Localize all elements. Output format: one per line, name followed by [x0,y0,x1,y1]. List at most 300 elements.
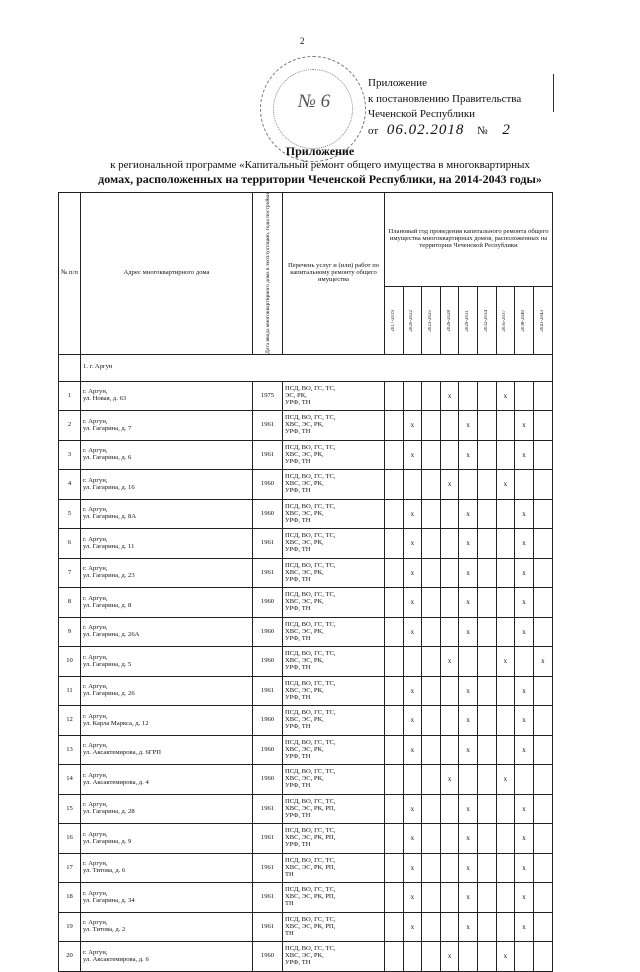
plan-mark [385,942,404,972]
address-street: ул. Карла Маркса, д. 12 [83,719,149,727]
plan-mark: x [403,411,422,441]
plan-mark: x [533,647,552,677]
commission-year: 1961 [253,529,283,559]
row-number: 1 [59,381,81,411]
period-label: 2035-2037 [502,309,508,332]
plan-mark [422,588,441,618]
table-row [59,853,553,883]
works-line-3: УРФ, ТН [285,841,311,849]
works-line-1: ПСД, ВО, ГС, ТС, [285,650,336,658]
plan-mark: x [515,499,534,529]
plan-mark: x [403,676,422,706]
appendix-line-2: к постановлению Правительства [368,92,522,105]
city-label: 1. г. Аргун [81,354,553,381]
row-number: 8 [59,588,81,618]
plan-mark [496,824,515,854]
period-header [477,287,496,355]
plan-mark: x [515,735,534,765]
works-cell [283,617,385,647]
plan-mark: x [515,558,534,588]
works-line-3: УРФ, ТН [285,516,311,524]
address-street: ул. Аксактемирова, д. 6 [83,955,149,963]
row-number: 4 [59,470,81,500]
plan-mark [422,617,441,647]
commission-year: 1961 [253,676,283,706]
works-cell [283,529,385,559]
program-title-line-2: домах, расположенных на территории Чеченской Республики, на 2014-2043 годы» [98,172,542,186]
row-number: 14 [59,765,81,795]
plan-mark [459,942,478,972]
plan-mark: x [496,942,515,972]
plan-mark [440,824,459,854]
plan-mark: x [515,883,534,913]
plan-mark [477,853,496,883]
address-city: г. Аргун, [83,889,108,897]
plan-mark [403,470,422,500]
plan-mark [422,440,441,470]
plan-mark [385,853,404,883]
stamp-number: № 6 [298,91,331,112]
address-street: ул. Аксактемирова, д. 6ГРП [83,749,161,757]
address-city: г. Аргун, [83,447,108,455]
plan-mark: x [459,853,478,883]
table-row [59,942,553,972]
plan-mark: x [403,706,422,736]
works-line-2: ХВС, ЭС, РК, РП, [285,834,336,842]
works-line-1: ПСД, ВО, ГС, ТС, [285,532,336,540]
works-line-2: ХВС, ЭС, РК, [285,952,324,960]
period-label: 2041-2043 [539,309,545,332]
address-city: г. Аргун, [83,417,108,425]
address-street: ул. Гагарина, д. 28 [83,808,135,816]
address-street: ул. Новая, д. 63 [83,395,127,403]
works-line-2: ХВС, ЭС, РК, [285,598,324,606]
plan-mark [422,706,441,736]
works-line-2: ХВС, ЭС, РК, РП, [285,804,336,812]
works-line-3: УРФ, ТН [285,428,311,436]
row-number: 19 [59,912,81,942]
city-num-cell [59,354,81,381]
plan-mark: x [403,558,422,588]
commission-year: 1960 [253,470,283,500]
plan-mark [440,558,459,588]
plan-mark [533,794,552,824]
period-header [422,287,441,355]
decree-appendix-header [368,76,521,139]
address-street: ул. Титова, д. 6 [83,867,126,875]
works-line-1: ПСД, ВО, ГС, ТС, [285,679,336,687]
commission-year: 1960 [253,588,283,618]
works-cell [283,942,385,972]
plan-mark: x [459,617,478,647]
row-number: 16 [59,824,81,854]
plan-mark [440,617,459,647]
address-city: г. Аргун, [83,565,108,573]
works-line-2: ХВС, ЭС, РК, [285,539,324,547]
works-line-1: ПСД, ВО, ГС, ТС, [285,591,336,599]
plan-mark: x [515,617,534,647]
plan-mark [385,647,404,677]
table-row [59,912,553,942]
period-header [440,287,459,355]
address-cell [81,440,253,470]
plan-mark: x [459,529,478,559]
commission-year: 1961 [253,558,283,588]
plan-mark: x [459,912,478,942]
plan-mark [385,824,404,854]
commission-year: 1960 [253,706,283,736]
works-line-3: УРФ, ТН [285,782,311,790]
plan-mark: x [440,765,459,795]
plan-mark [403,765,422,795]
works-line-2: ХВС, ЭС, РК, РП, [285,922,336,930]
plan-mark [422,883,441,913]
table-row [59,470,553,500]
table-body [59,354,553,971]
plan-mark [515,381,534,411]
row-number: 9 [59,617,81,647]
plan-mark [477,765,496,795]
plan-mark [496,529,515,559]
works-line-1: ПСД, ВО, ГС, ТС, [285,886,336,894]
table-row [59,706,553,736]
works-line-3: ТН [285,870,294,878]
plan-mark [496,676,515,706]
table-row [59,499,553,529]
commission-year: 1961 [253,853,283,883]
plan-mark [440,440,459,470]
appendix-line-1: Приложение [368,77,428,89]
plan-mark [477,676,496,706]
works-cell [283,381,385,411]
address-street: ул. Гагарина, д. 26А [83,631,140,639]
address-cell [81,558,253,588]
address-street: ул. Гагарина, д. 11 [83,542,135,550]
plan-mark [422,942,441,972]
margin-rule [553,74,554,112]
works-cell [283,676,385,706]
plan-mark: x [440,381,459,411]
table-row [59,529,553,559]
plan-mark [496,794,515,824]
plan-mark [515,647,534,677]
period-label: 2017-2019 [390,309,396,332]
works-cell [283,853,385,883]
program-title [60,144,580,186]
plan-mark [403,942,422,972]
plan-mark [533,470,552,500]
works-line-2: ХВС, ЭС, РК, [285,421,324,429]
works-line-1: ПСД, ВО, ГС, ТС, [285,709,336,717]
plan-mark: x [403,499,422,529]
works-line-2: ХВС, ЭС, РК, [285,716,324,724]
plan-mark [440,499,459,529]
plan-mark [477,440,496,470]
works-line-3: УРФ, ТН [285,959,311,967]
row-number: 18 [59,883,81,913]
works-cell [283,735,385,765]
repair-schedule-table [58,192,553,972]
address-cell [81,647,253,677]
plan-mark [477,529,496,559]
plan-mark: x [515,824,534,854]
works-cell [283,883,385,913]
commission-year: 1960 [253,617,283,647]
header-address: Адрес многоквартирного дома [81,193,253,355]
works-line-2: ХВС, ЭС, РК, [285,745,324,753]
works-cell [283,824,385,854]
address-cell [81,706,253,736]
commission-year: 1961 [253,411,283,441]
commission-year: 1975 [253,381,283,411]
plan-mark [440,735,459,765]
row-number: 7 [59,558,81,588]
plan-mark [515,470,534,500]
plan-mark: x [459,440,478,470]
commission-year: 1960 [253,942,283,972]
period-header [533,287,552,355]
works-line-1: ПСД, ВО, ГС, ТС, [285,620,336,628]
plan-mark [385,765,404,795]
works-line-1: ПСД, ВО, ГС, ТС, [285,827,336,835]
period-label: 2038-2040 [520,309,526,332]
address-cell [81,942,253,972]
plan-mark: x [403,440,422,470]
address-city: г. Аргун, [83,830,108,838]
works-cell [283,647,385,677]
table-row [59,411,553,441]
address-cell [81,529,253,559]
address-cell [81,853,253,883]
plan-mark [422,470,441,500]
plan-mark [385,588,404,618]
plan-mark: x [496,765,515,795]
commission-year: 1961 [253,912,283,942]
address-city: г. Аргун, [83,624,108,632]
works-cell [283,440,385,470]
works-cell [283,912,385,942]
plan-mark [422,499,441,529]
plan-mark [477,706,496,736]
plan-mark [440,529,459,559]
address-cell [81,765,253,795]
address-cell [81,381,253,411]
address-cell [81,824,253,854]
works-line-2: ХВС, ЭС, РК, [285,775,324,783]
address-cell [81,470,253,500]
plan-mark [477,942,496,972]
address-cell [81,499,253,529]
plan-mark [385,499,404,529]
plan-mark: x [496,470,515,500]
plan-mark [496,735,515,765]
plan-mark [422,529,441,559]
commission-year: 1960 [253,499,283,529]
address-city: г. Аргун, [83,801,108,809]
plan-mark [440,883,459,913]
plan-mark: x [459,883,478,913]
plan-mark [496,499,515,529]
period-label: 2026-2028 [446,309,452,332]
row-number: 10 [59,647,81,677]
address-cell [81,588,253,618]
plan-mark [422,912,441,942]
plan-mark [440,794,459,824]
header-works: Перечень услуг и (или) работ по капитальному ремонту общего имущества [283,193,385,355]
plan-mark [422,735,441,765]
works-cell [283,411,385,441]
plan-mark: x [440,470,459,500]
row-number: 20 [59,942,81,972]
plan-mark: x [459,499,478,529]
table-row [59,735,553,765]
plan-mark: x [515,440,534,470]
plan-mark: x [515,411,534,441]
plan-mark: x [403,912,422,942]
decree-number: 2 [502,121,510,138]
works-line-2: ХВС, ЭС, РК, [285,686,324,694]
plan-mark [477,588,496,618]
table-row [59,617,553,647]
plan-mark [533,411,552,441]
plan-mark [533,676,552,706]
table-row [59,824,553,854]
plan-mark [515,765,534,795]
plan-mark [496,440,515,470]
plan-mark [422,853,441,883]
works-line-1: ПСД, ВО, ГС, ТС, [285,768,336,776]
from-label: от [368,124,379,137]
works-line-3: УРФ, ТН [285,693,311,701]
plan-mark: x [459,588,478,618]
plan-mark [422,381,441,411]
plan-mark [533,883,552,913]
plan-mark [515,942,534,972]
plan-mark [533,735,552,765]
address-street: ул. Гагарина, д. 6 [83,454,132,462]
plan-mark [477,470,496,500]
works-line-3: ТН [285,929,294,937]
plan-mark: x [515,529,534,559]
plan-mark [440,588,459,618]
plan-mark [533,912,552,942]
plan-mark: x [459,676,478,706]
table-row [59,440,553,470]
works-line-3: УРФ, ТН [285,487,311,495]
address-street: ул. Гагарина, д. 26 [83,690,135,698]
plan-mark [533,529,552,559]
works-line-1: ПСД, ВО, ГС, ТС, [285,945,336,953]
works-line-2: ХВС, ЭС, РК, [285,627,324,635]
address-street: ул. Аксактемирова, д. 4 [83,778,149,786]
period-label: 2020-2022 [409,309,415,332]
page-number: 2 [300,36,305,46]
plan-mark [533,853,552,883]
works-line-3: УРФ, ТН [285,634,311,642]
plan-mark: x [403,588,422,618]
plan-mark: x [515,853,534,883]
plan-mark [477,794,496,824]
address-street: ул. Гагарина, д. 8А [83,513,137,521]
plan-mark [496,411,515,441]
works-line-3: УРФ, ТН [285,546,311,554]
address-street: ул. Гагарина, д. 8 [83,601,132,609]
plan-mark [459,647,478,677]
address-street: ул. Гагарина, д. 7 [83,424,132,432]
works-line-3: УРФ, ТН [285,752,311,760]
works-line-1: ПСД, ВО, ГС, ТС, [285,473,336,481]
address-city: г. Аргун, [83,683,108,691]
plan-mark [533,824,552,854]
plan-mark [422,647,441,677]
plan-mark [477,558,496,588]
plan-mark [496,912,515,942]
address-city: г. Аргун, [83,948,108,956]
works-line-2: ХВС, ЭС, РК, [285,568,324,576]
plan-mark [533,588,552,618]
decree-date: 06.02.2018 [386,121,465,138]
commission-year: 1961 [253,794,283,824]
works-line-1: ПСД, ВО, ГС, ТС, [285,797,336,805]
plan-mark [533,942,552,972]
plan-mark: x [459,824,478,854]
plan-mark [422,676,441,706]
plan-mark: x [403,529,422,559]
works-line-2: ХВС, ЭС, РК, [285,509,324,517]
row-number: 6 [59,529,81,559]
plan-mark [496,853,515,883]
works-line-2: ХВС, ЭС, РК, [285,657,324,665]
plan-mark [477,883,496,913]
address-cell [81,883,253,913]
address-cell [81,912,253,942]
plan-mark: x [440,647,459,677]
works-line-3: УРФ, ТН [285,723,311,731]
works-line-3: УРФ, ТН [285,811,311,819]
row-number: 12 [59,706,81,736]
address-cell [81,676,253,706]
plan-mark [403,647,422,677]
works-line-3: УРФ, ТН [285,605,311,613]
plan-mark [440,912,459,942]
plan-mark [440,853,459,883]
works-line-1: ПСД, ВО, ГС, ТС, [285,414,336,422]
plan-mark: x [496,381,515,411]
address-city: г. Аргун, [83,388,108,396]
address-cell [81,735,253,765]
address-city: г. Аргун, [83,653,108,661]
table-row [59,765,553,795]
period-label: 2032-2034 [483,309,489,332]
plan-mark [533,440,552,470]
works-cell [283,558,385,588]
commission-year: 1961 [253,883,283,913]
table-row [59,794,553,824]
appendix-line-3: Чеченской Республики [368,108,476,120]
plan-mark: x [515,676,534,706]
plan-mark [385,912,404,942]
header-planned: Плановый год проведения капитального ремонта общего имущества многоквартирных домов, расположенных на территории Чеченской Республики [385,193,553,287]
works-line-3: УРФ, ТН [285,398,311,406]
address-cell [81,794,253,824]
table-row [59,381,553,411]
plan-mark [477,824,496,854]
plan-mark [533,706,552,736]
plan-mark [477,411,496,441]
commission-year: 1960 [253,765,283,795]
works-cell [283,588,385,618]
address-street: ул. Гагарина, д. 34 [83,896,135,904]
